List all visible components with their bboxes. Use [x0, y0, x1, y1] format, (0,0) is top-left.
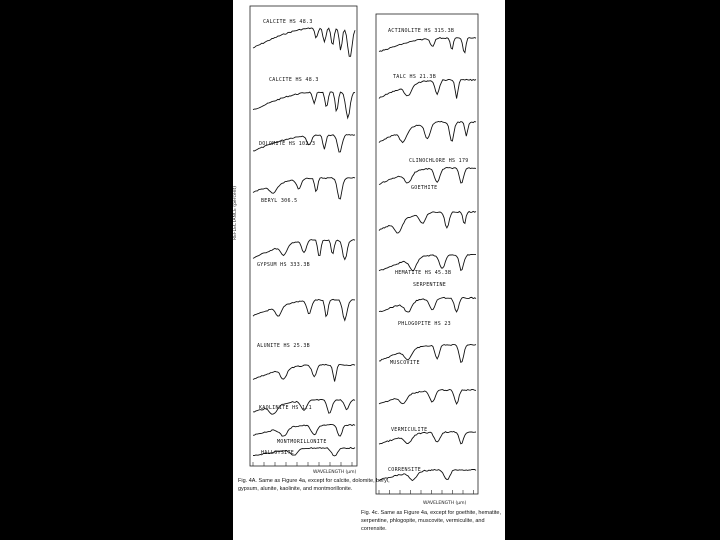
- left-caption-line-2: gypsum, alunite, kaolinite, and montmorillonite.: [238, 486, 353, 492]
- left-spectrum-label-9: HALLOYSITE: [261, 450, 295, 456]
- right-spectrum-label-6: SERPENTINE: [413, 282, 447, 288]
- left-spectrum-curve-5: [253, 240, 355, 260]
- left-spectrum-curve-1: [253, 28, 355, 56]
- right-spectrum-label-8: MUSCOVITE: [390, 360, 420, 366]
- right-caption-line-1: Fig. 4c. Same as Figure 4a, except for goethite, hematite,: [361, 510, 502, 516]
- right-spectrum-curve-4: [379, 168, 476, 185]
- left-spectrum-curve-9: [253, 425, 355, 437]
- left-spectrum-label-8: MONTMORILLONITE: [277, 439, 327, 445]
- left-spectrum-label-4: BERYL 306.5: [261, 198, 298, 204]
- left-caption-line-1: Fig. 4A. Same as Figure 4a, except for calcite, dolomite, beryl,: [238, 478, 390, 484]
- right-x-axis-label: WAVELENGTH (µm): [423, 501, 467, 506]
- document-page: [233, 0, 505, 540]
- left-spectrum-curve-7: [253, 364, 355, 381]
- right-spectrum-label-9: VERMICULITE: [391, 427, 428, 433]
- right-spectrum-label-7: PHLOGOPITE HS 23: [398, 321, 451, 327]
- right-spectrum-label-3: CLINOCHLORE HS 179: [409, 158, 469, 164]
- left-spectrum-label-7: KAOLINITE HS 1.1: [259, 405, 312, 411]
- right-spectrum-curve-10: [379, 432, 476, 445]
- left-spectrum-curve-6: [253, 299, 355, 320]
- left-spectrum-label-6: ALUNITE HS 25.3B: [257, 343, 310, 349]
- right-caption-line-3: corrensite.: [361, 526, 387, 532]
- right-spectrum-label-5: HEMATITE HS 45.3B: [395, 270, 452, 276]
- right-caption-line-2: serpentine, phlogopite, muscovite, vermiculite, and: [361, 518, 485, 524]
- left-spectrum-label-1: CALCITE HS 48.3: [263, 19, 313, 25]
- left-spectrum-label-5: GYPSUM HS 333.3B: [257, 262, 310, 268]
- left-x-axis-label: WAVELENGTH (µm): [313, 470, 357, 475]
- left-plot-frame: [250, 6, 357, 466]
- right-spectrum-label-1: ACTINOLITE HS 315.3B: [388, 28, 455, 34]
- right-spectrum-curve-1: [379, 38, 476, 53]
- left-y-axis-label: REFLECTANCE (percent): [233, 185, 238, 240]
- right-spectrum-label-2: TALC HS 21.3B: [393, 74, 437, 80]
- right-spectrum-curve-5: [379, 211, 476, 233]
- left-spectrum-label-2: CALCITE HS 48.3: [269, 77, 319, 83]
- right-plot-frame: [376, 14, 478, 494]
- left-spectrum-curve-2: [253, 92, 355, 118]
- left-spectrum-curve-4: [253, 178, 355, 199]
- right-spectrum-curve-7: [379, 297, 476, 312]
- right-spectrum-label-4: GOETHITE: [411, 185, 438, 191]
- left-spectrum-label-3: DOLOMITE HS 102.3: [259, 141, 316, 147]
- right-spectrum-curve-2: [379, 79, 476, 98]
- right-spectrum-label-10: CORRENSITE: [388, 467, 422, 473]
- right-spectrum-curve-3: [379, 121, 476, 142]
- right-spectrum-curve-6: [379, 255, 476, 271]
- right-spectrum-curve-9: [379, 390, 476, 405]
